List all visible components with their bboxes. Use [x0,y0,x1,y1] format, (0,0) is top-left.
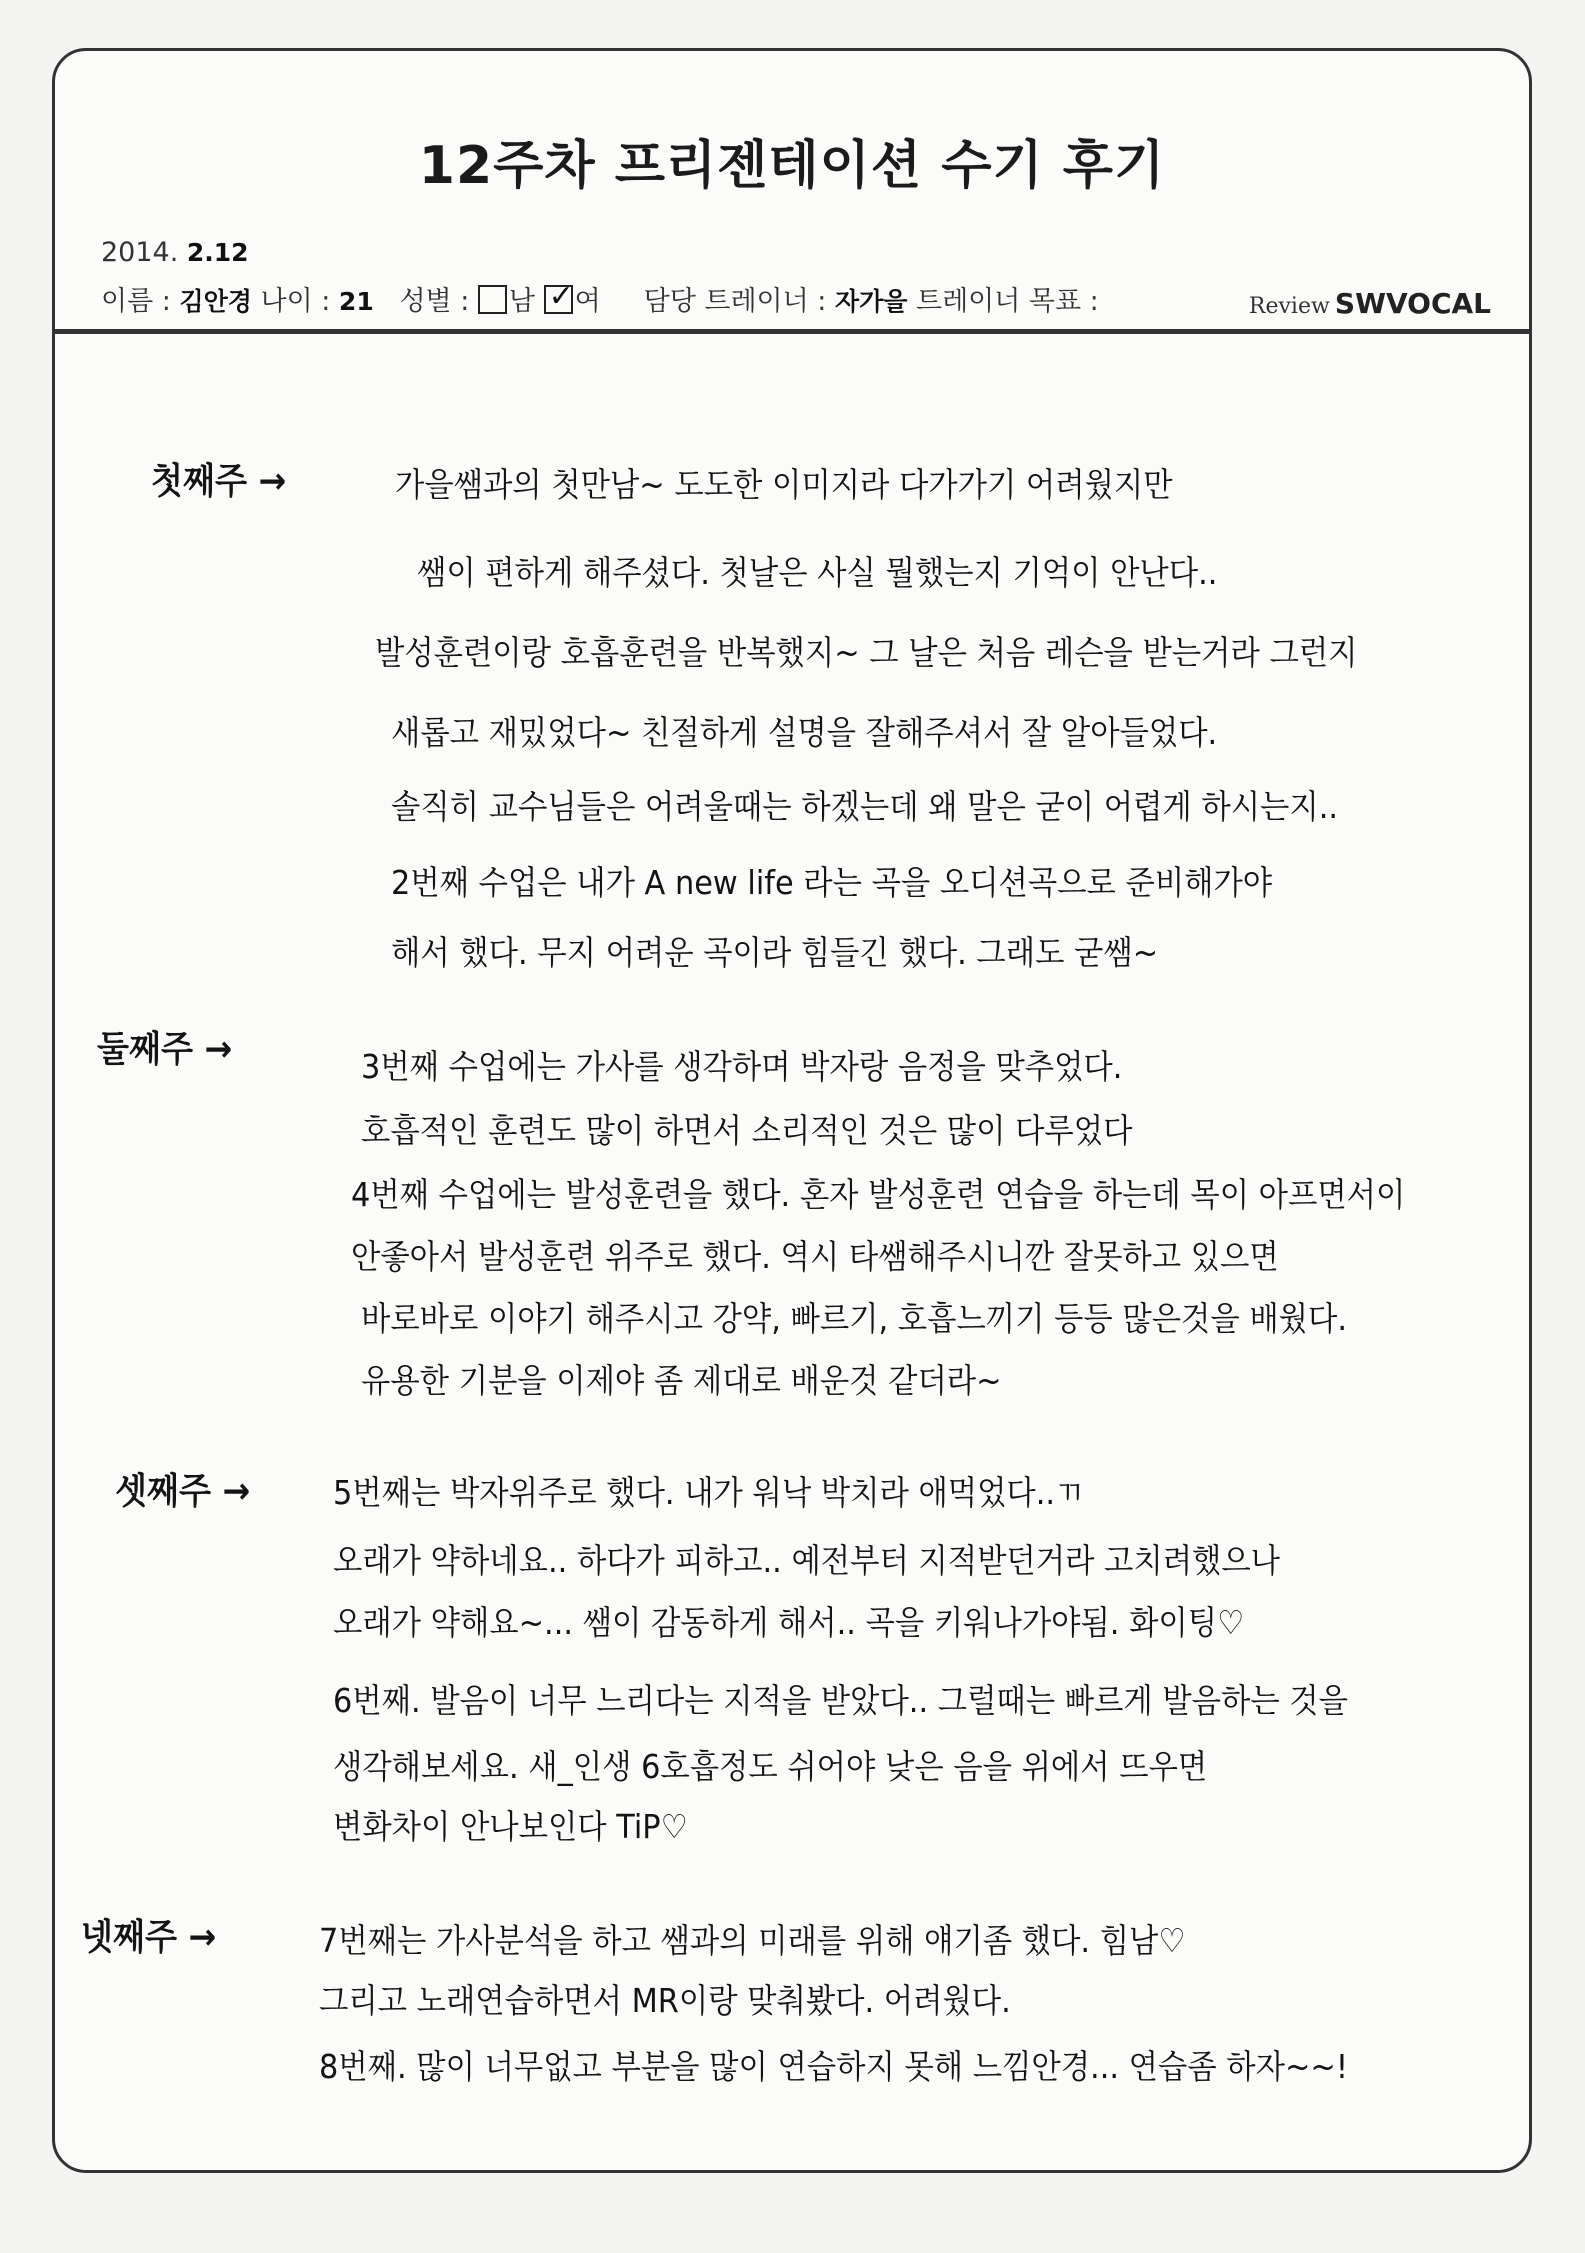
week-2-line-5: 바로바로 이야기 해주시고 강약, 빠르기, 호흡느끼기 등등 많은것을 배웠다. [361,1299,1347,1338]
week-3-label [115,1463,250,1514]
week-4-line-1: 7번째는 가사분석을 하고 쌤과의 미래를 위해 얘기좀 했다. 힘남♡ [319,1921,1186,1960]
week-1-line-4: 새롭고 재밌었다~ 친절하게 설명을 잘해주셔서 잘 알아들었다. [391,713,1218,752]
goal-label: 트레이너 목표 : [916,286,1099,317]
name-label: 이름 : [101,286,171,317]
week-2-line-6: 유용한 기분을 이제야 좀 제대로 배운것 같더라~ [361,1361,1002,1400]
handwritten-body [55,335,1529,2020]
info-row [101,279,1099,318]
arrow-icon: → [222,1471,251,1512]
week-1-line-1: 가을쌤과의 첫만남~ 도도한 이미지라 다가가기 어려웠지만 [395,465,1173,504]
brand-name: SWVOCAL [1334,287,1491,320]
week-2-line-2: 호흡적인 훈련도 많이 하면서 소리적인 것은 많이 다루었다 [361,1111,1133,1150]
week-2-title: 둘째주 [97,1029,193,1070]
week-3-title: 셋째주 [115,1471,211,1512]
age-label: 나이 : [260,286,331,317]
date-label: 2014. [101,237,179,268]
week-3-line-5: 생각해보세요. 새_인생 6호흡정도 쉬어야 낮은 음을 위에서 뜨우면 [333,1747,1208,1786]
review-sheet [52,48,1532,2173]
age-value: 21 [338,287,374,316]
week-3-line-2: 오래가 약하네요.. 하다가 피하고.. 예전부터 지적받던거라 고치려했으나 [333,1541,1281,1580]
week-1-line-5: 솔직히 교수님들은 어려울때는 하겠는데 왜 말은 굳이 어렵게 하시는지.. [391,787,1339,826]
week-1-line-3: 발성훈련이랑 호흡훈련을 반복했지~ 그 날은 처음 레슨을 받는거라 그런지 [375,633,1358,672]
week-4-label [81,1909,216,1960]
week-4-line-3: 8번째. 많이 너무없고 부분을 많이 연습하지 못해 느낌안경... 연습좀 하자~~! [319,2047,1349,2086]
gender-female-checkbox[interactable] [544,285,573,314]
week-2-line-3: 4번째 수업에는 발성훈련을 했다. 혼자 발성훈련 연습을 하는데 목이 아프면서이 [351,1175,1406,1214]
arrow-icon: → [188,1917,217,1958]
date-row [101,237,249,268]
trainer-label: 담당 트레이너 : [643,286,827,317]
arrow-icon: → [204,1029,233,1070]
week-3-line-6: 변화차이 안나보인다 TiP♡ [333,1807,688,1846]
week-3-line-1: 5번째는 박자위주로 했다. 내가 워낙 박치라 애먹었다..ㄲ [333,1473,1085,1512]
review-label: Review [1248,294,1330,319]
gender-male-checkbox[interactable] [478,285,507,314]
gender-male-label: 남 [508,286,535,317]
week-1-line-2: 쌤이 편하게 해주셨다. 첫날은 사실 뭘했는지 기억이 안난다.. [417,553,1218,592]
week-4-line-2: 그리고 노래연습하면서 MR이랑 맞춰봤다. 어려웠다. [319,1981,1011,2020]
date-value: 2.12 [186,238,249,267]
week-3-line-3: 오래가 약해요~... 쌤이 감동하게 해서.. 곡을 키워나가야됨. 화이팅♡ [333,1603,1245,1642]
gender-label: 성별 : [399,286,470,317]
week-2-label [97,1021,232,1072]
name-value: 김안경 [179,287,252,316]
page-title: 12주차 프리젠테이션 수기 후기 [418,136,1166,196]
week-2-line-4: 안좋아서 발성훈련 위주로 했다. 역시 타쌤해주시니깐 잘못하고 있으면 [351,1237,1279,1276]
brand-mark [1249,287,1491,320]
week-3-line-4: 6번째. 발음이 너무 느리다는 지적을 받았다.. 그럴때는 빠르게 발음하는 것을 [333,1681,1348,1720]
arrow-icon: → [258,461,287,502]
gender-female-label: 여 [574,286,601,317]
week-1-title: 첫째주 [151,461,247,502]
week-1-label [151,453,286,504]
week-2-line-1: 3번째 수업에는 가사를 생각하며 박자랑 음정을 맞추었다. [361,1047,1123,1086]
week-1-line-6: 2번째 수업은 내가 A new life 라는 곡을 오디션곡으로 준비해가야 [391,863,1273,902]
week-4-title: 넷째주 [81,1917,177,1958]
header-divider [55,329,1529,334]
trainer-value: 자가을 [834,287,908,316]
week-1-line-7: 해서 했다. 무지 어려운 곡이라 힘들긴 했다. 그래도 굳쌤~ [391,933,1159,972]
